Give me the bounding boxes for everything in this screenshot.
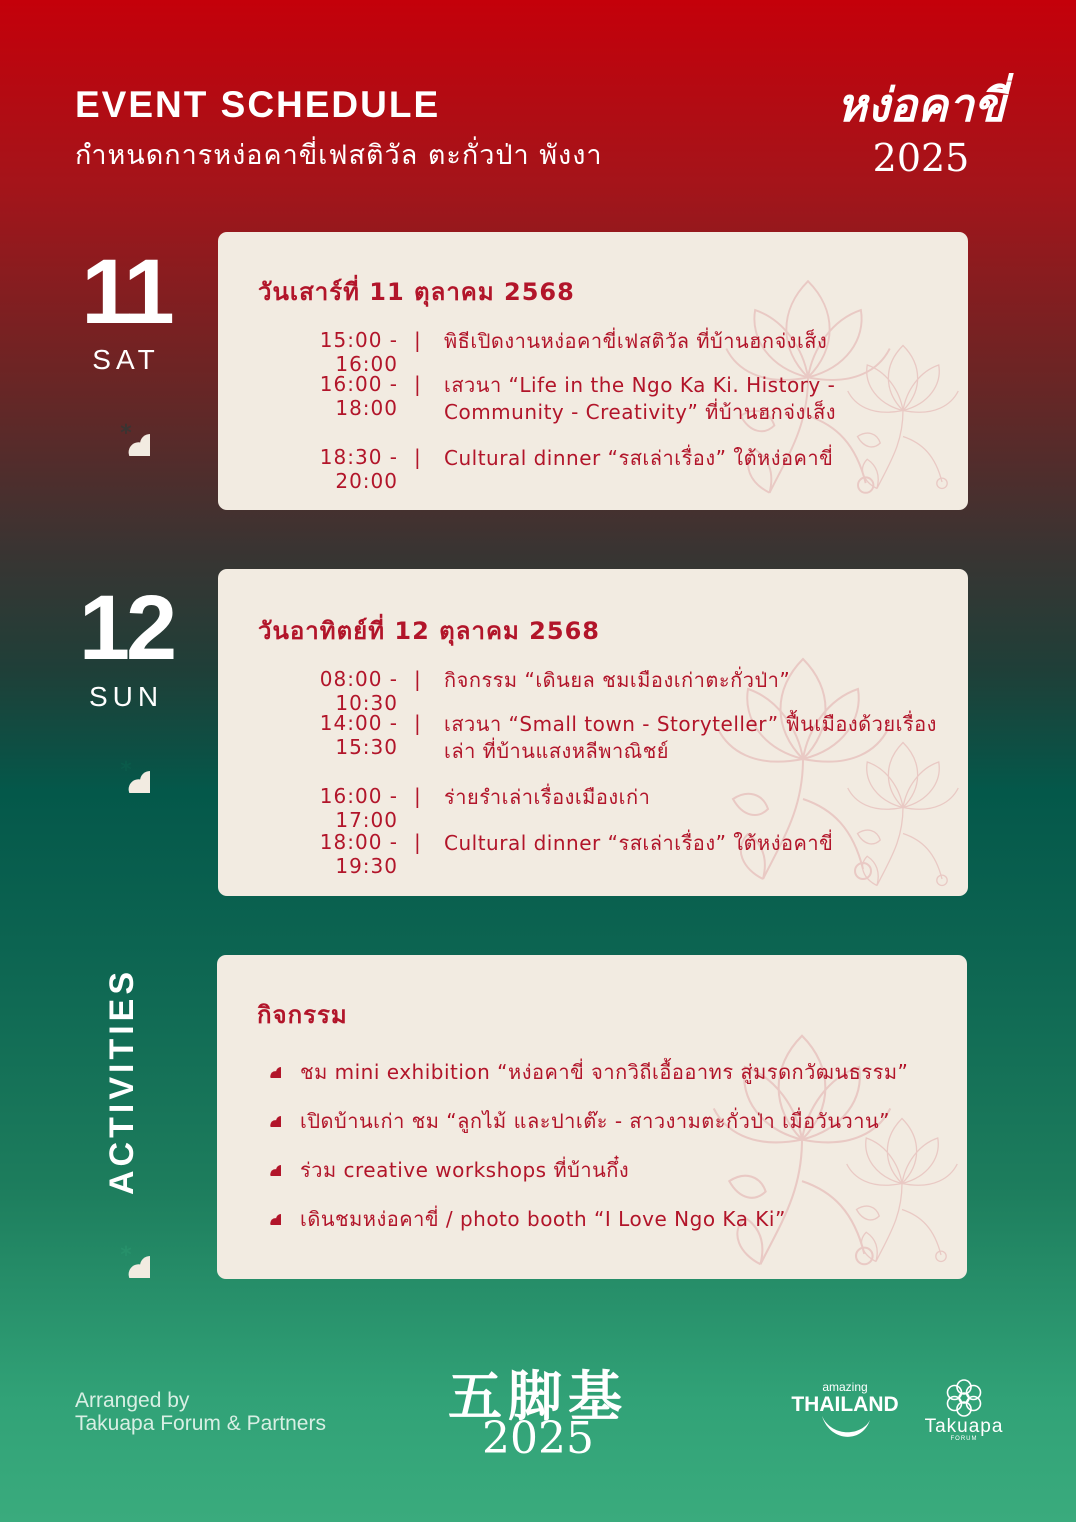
schedule-time: 18:30 - 20:00 xyxy=(319,445,398,493)
plum-blossom-icon xyxy=(102,1230,150,1278)
schedule-description: Cultural dinner “รสเล่าเรื่อง” ใต้หง่อคาขี่ xyxy=(444,446,834,470)
activity-text: เปิดบ้านเก่า ชม “ลูกไม้ และปาเต๊ะ - สาวงามตะกั่วป่า เมื่อวันวาน” xyxy=(300,1109,891,1133)
activity-text: ชม mini exhibition “หง่อคาขี่ จากวิถีเอื้ออาทร สู่มรดกวัฒนธรรม” xyxy=(300,1060,909,1084)
svg-text:*: * xyxy=(120,421,132,446)
activities-card xyxy=(217,955,967,1279)
smile-swoosh-icon xyxy=(818,1412,874,1446)
schedule-time: 18:00 - 19:30 xyxy=(319,830,398,878)
separator: | xyxy=(414,667,421,691)
svg-text:*: * xyxy=(120,758,132,783)
day-heading: วันเสาร์ที่ 11 ตุลาคม 2568 xyxy=(258,278,575,306)
footer-year: 2025 xyxy=(482,1413,594,1464)
day-weekday: SUN xyxy=(88,681,164,712)
schedule-time: 14:00 - 15:30 xyxy=(319,711,398,759)
svg-text:*: * xyxy=(265,1059,273,1074)
plum-blossom-icon xyxy=(102,408,150,456)
plum-blossom-bullet-icon xyxy=(257,1152,281,1176)
festival-logo-year: 2025 xyxy=(872,136,970,180)
activity-text: เดินชมหง่อคาขี่ / photo booth “I Love Ngo Ka Ki” xyxy=(300,1207,786,1231)
activity-text: ร่วม creative workshops ที่บ้านกึ๋ง xyxy=(300,1158,630,1182)
schedule-card-day-2 xyxy=(218,569,968,896)
svg-text:*: * xyxy=(120,1243,132,1268)
takuapa-logo-text: Takuapa xyxy=(924,1416,1004,1437)
schedule-time: 08:00 - 10:30 xyxy=(319,667,398,715)
activities-heading: กิจกรรม xyxy=(257,1001,348,1029)
schedule-description: Cultural dinner “รสเล่าเรื่อง” ใต้หง่อคาขี่ xyxy=(444,831,834,855)
svg-text:*: * xyxy=(265,1157,273,1172)
schedule-time: 16:00 - 18:00 xyxy=(319,372,398,420)
activities-side-label: ACTIVITIES xyxy=(103,967,141,1195)
schedule-description: เสวนา “Life in the Ngo Ka Ki. History - Community - Creativity” ที่บ้านฮกจ่งเส็ง xyxy=(444,373,837,424)
svg-text:*: * xyxy=(265,1108,273,1123)
day-weekday: SAT xyxy=(92,344,160,375)
schedule-description: กิจกรรม “เดินยล ชมเมืองเก่าตะกั่วป่า” xyxy=(444,668,791,692)
schedule-description: ร่ายรำเล่าเรื่องเมืองเก่า xyxy=(444,785,651,809)
plum-blossom-bullet-icon xyxy=(257,1054,281,1078)
day-number: 11 xyxy=(81,241,171,343)
takuapa-flower-logo-icon xyxy=(944,1378,984,1418)
separator: | xyxy=(414,711,421,735)
page-title: EVENT SCHEDULE xyxy=(75,84,441,125)
plum-blossom-bullet-icon xyxy=(257,1201,281,1225)
schedule-description: พิธีเปิดงานหง่อคาขี่เฟสติวัล ที่บ้านฮกจ่งเส็ง xyxy=(444,329,828,353)
takuapa-logo-subtext: FORUM xyxy=(950,1436,978,1442)
day-number: 12 xyxy=(78,577,174,679)
plum-blossom-bullet-icon xyxy=(257,1103,281,1127)
schedule-time: 16:00 - 17:00 xyxy=(319,784,398,832)
separator: | xyxy=(414,445,421,469)
amazing-thailand-logo-small: amazing xyxy=(822,1380,868,1394)
arranged-by xyxy=(75,1389,326,1435)
schedule-card-day-1 xyxy=(218,232,968,510)
day-heading: วันอาทิตย์ที่ 12 ตุลาคม 2568 xyxy=(258,617,600,645)
plum-blossom-icon xyxy=(102,745,150,793)
page-subtitle: กำหนดการหง่อคาขี่เฟสติวัล ตะกั่วป่า พังงา xyxy=(75,140,603,171)
separator: | xyxy=(414,328,421,352)
chinese-title-logo: 五脚基 xyxy=(448,1365,628,1428)
svg-text:*: * xyxy=(265,1206,273,1221)
separator: | xyxy=(414,372,421,396)
festival-logo-text: หง่อคาขี่ xyxy=(836,78,1006,132)
schedule-time: 15:00 - 16:00 xyxy=(319,328,398,376)
arranged-by-label: Arranged by xyxy=(75,1389,190,1412)
separator: | xyxy=(414,784,421,808)
separator: | xyxy=(414,830,421,854)
arranged-by-organizers: Takuapa Forum & Partners xyxy=(75,1412,326,1435)
amazing-thailand-logo: THAILAND xyxy=(791,1393,899,1416)
schedule-description: เสวนา “Small town - Storyteller” ฟื้นเมืองด้วยเรื่องเล่า ที่บ้านแสงหลีพาณิชย์ xyxy=(444,712,937,763)
